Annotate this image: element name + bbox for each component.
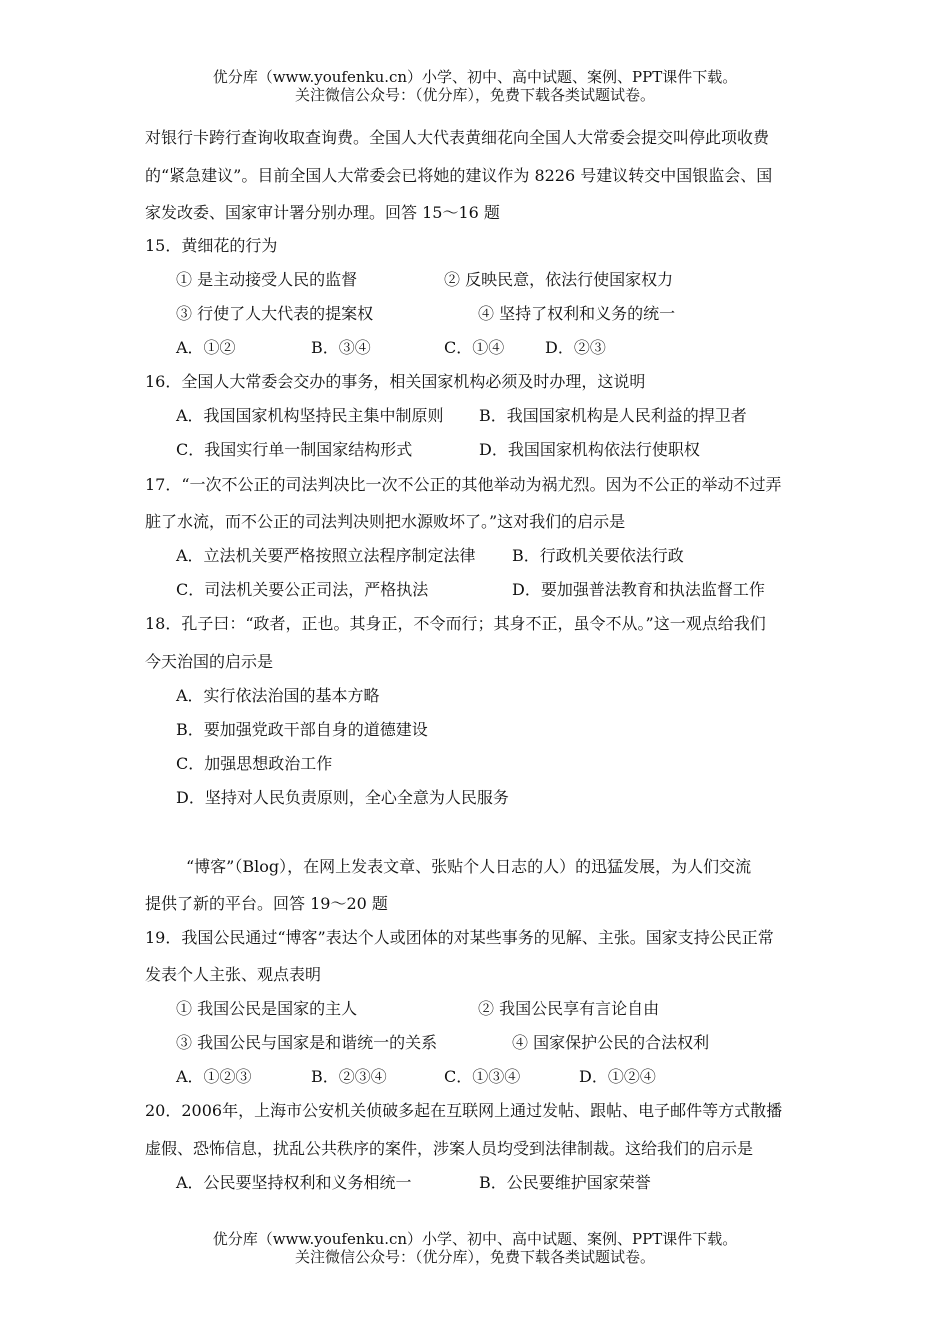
option-a: A．公民要坚持权利和义务相统一 [176, 1173, 412, 1192]
passage-2-line-2: 提供了新的平台。回答 19～20 题 [145, 894, 388, 913]
question-19-stem-line-1: 19．我国公民通过“博客”表达个人或团体的对某些事务的见解、主张。国家支持公民正常 [145, 928, 774, 947]
statement-4: ④ 坚持了权利和义务的统一 [478, 304, 676, 323]
question-20-options-row-1 [176, 1173, 651, 1193]
header-line-1: 优分库（www.youfenku.cn）小学、初中、高中试题、案例、PPT课件下载。 [212, 68, 738, 86]
option-c: C．①④ [444, 338, 505, 357]
passage-1-line-1: 对银行卡跨行查询收取查询费。全国人大代表黄细花向全国人大常委会提交叫停此项收费 [145, 128, 770, 147]
question-19-options [176, 1067, 656, 1087]
option-c: C．司法机关要公正司法，严格执法 [176, 580, 429, 599]
question-17-stem-line-2: 脏了水流，而不公正的司法判决则把水源败坏了。”这对我们的启示是 [145, 512, 626, 531]
footer-line-2: 关注微信公众号：（优分库），免费下载各类试题试卷。 [294, 1248, 655, 1266]
footer-line-1: 优分库（www.youfenku.cn）小学、初中、高中试题、案例、PPT课件下载。 [212, 1230, 738, 1248]
question-19-statements-row-2 [176, 1033, 709, 1053]
page-header [0, 68, 950, 104]
question-20-stem-line-1: 20．2006年，上海市公安机关侦破多起在互联网上通过发帖、跟帖、电子邮件等方式散播 [145, 1101, 783, 1120]
option-b: B．我国国家机构是人民利益的捍卫者 [479, 406, 747, 425]
question-16-stem: 16．全国人大常委会交办的事务，相关国家机构必须及时办理，这说明 [145, 372, 646, 391]
question-18-option-a: A．实行依法治国的基本方略 [176, 686, 380, 705]
option-b: B．行政机关要依法行政 [512, 546, 684, 565]
option-d: D．②③ [545, 338, 606, 357]
option-a: A．立法机关要严格按照立法程序制定法律 [176, 546, 476, 565]
header-line-2: 关注微信公众号：（优分库），免费下载各类试题试卷。 [294, 86, 655, 104]
passage-1-line-2: 的“紧急建议”。目前全国人大常委会已将她的建议作为 8226 号建议转交中国银监会、国 [145, 166, 773, 185]
question-15-statements-row-1 [176, 270, 673, 290]
option-a: A．我国国家机构坚持民主集中制原则 [176, 406, 444, 425]
question-17-options-row-2 [176, 580, 765, 600]
question-18-stem-line-1: 18．孔子曰：“政者，正也。其身正，不令而行；其身不正，虽令不从。”这一观点给我们 [145, 614, 766, 633]
statement-2: ② 我国公民享有言论自由 [478, 999, 660, 1018]
question-16-options-row-1 [176, 406, 747, 426]
question-15-options [176, 338, 606, 358]
statement-2: ② 反映民意，依法行使国家权力 [444, 270, 674, 289]
statement-1: ① 是主动接受人民的监督 [176, 270, 358, 289]
question-17-options-row-1 [176, 546, 684, 566]
page-footer [0, 1230, 950, 1266]
option-d: D．我国国家机构依法行使职权 [479, 440, 700, 459]
passage-2-line-1: “博客”（Blog），在网上发表文章、张贴个人日志的人）的迅猛发展，为人们交流 [186, 857, 752, 876]
statement-3: ③ 行使了人大代表的提案权 [176, 304, 374, 323]
question-16-options-row-2 [176, 440, 700, 460]
question-15-statements-row-2 [176, 304, 675, 324]
option-d: D．要加强普法教育和执法监督工作 [512, 580, 765, 599]
option-c: C．①③④ [444, 1067, 521, 1086]
statement-4: ④ 国家保护公民的合法权利 [512, 1033, 710, 1052]
option-a: A．①② [176, 338, 236, 357]
question-19-stem-line-2: 发表个人主张、观点表明 [145, 965, 322, 984]
option-b: B．③④ [311, 338, 371, 357]
option-c: C．我国实行单一制国家结构形式 [176, 440, 413, 459]
passage-1-line-3: 家发改委、国家审计署分别办理。回答 15～16 题 [145, 203, 500, 222]
statement-1: ① 我国公民是国家的主人 [176, 999, 358, 1018]
option-b: B．公民要维护国家荣誉 [479, 1173, 651, 1192]
question-18-option-b: B．要加强党政干部自身的道德建设 [176, 720, 428, 739]
question-17-stem-line-1: 17．“一次不公正的司法判决比一次不公正的其他举动为祸尤烈。因为不公正的举动不过弄 [145, 475, 782, 494]
question-20-stem-line-2: 虚假、恐怖信息，扰乱公共秩序的案件，涉案人员均受到法律制裁。这给我们的启示是 [145, 1139, 754, 1158]
question-15-stem: 15．黄细花的行为 [145, 236, 278, 255]
option-b: B．②③④ [311, 1067, 387, 1086]
option-d: D．①②④ [579, 1067, 656, 1086]
option-a: A．①②③ [176, 1067, 252, 1086]
question-18-stem-line-2: 今天治国的启示是 [145, 652, 274, 671]
question-19-statements-row-1 [176, 999, 659, 1019]
statement-3: ③ 我国公民与国家是和谐统一的关系 [176, 1033, 438, 1052]
question-18-option-d: D．坚持对人民负责原则，全心全意为人民服务 [176, 788, 509, 807]
question-18-option-c: C．加强思想政治工作 [176, 754, 333, 773]
